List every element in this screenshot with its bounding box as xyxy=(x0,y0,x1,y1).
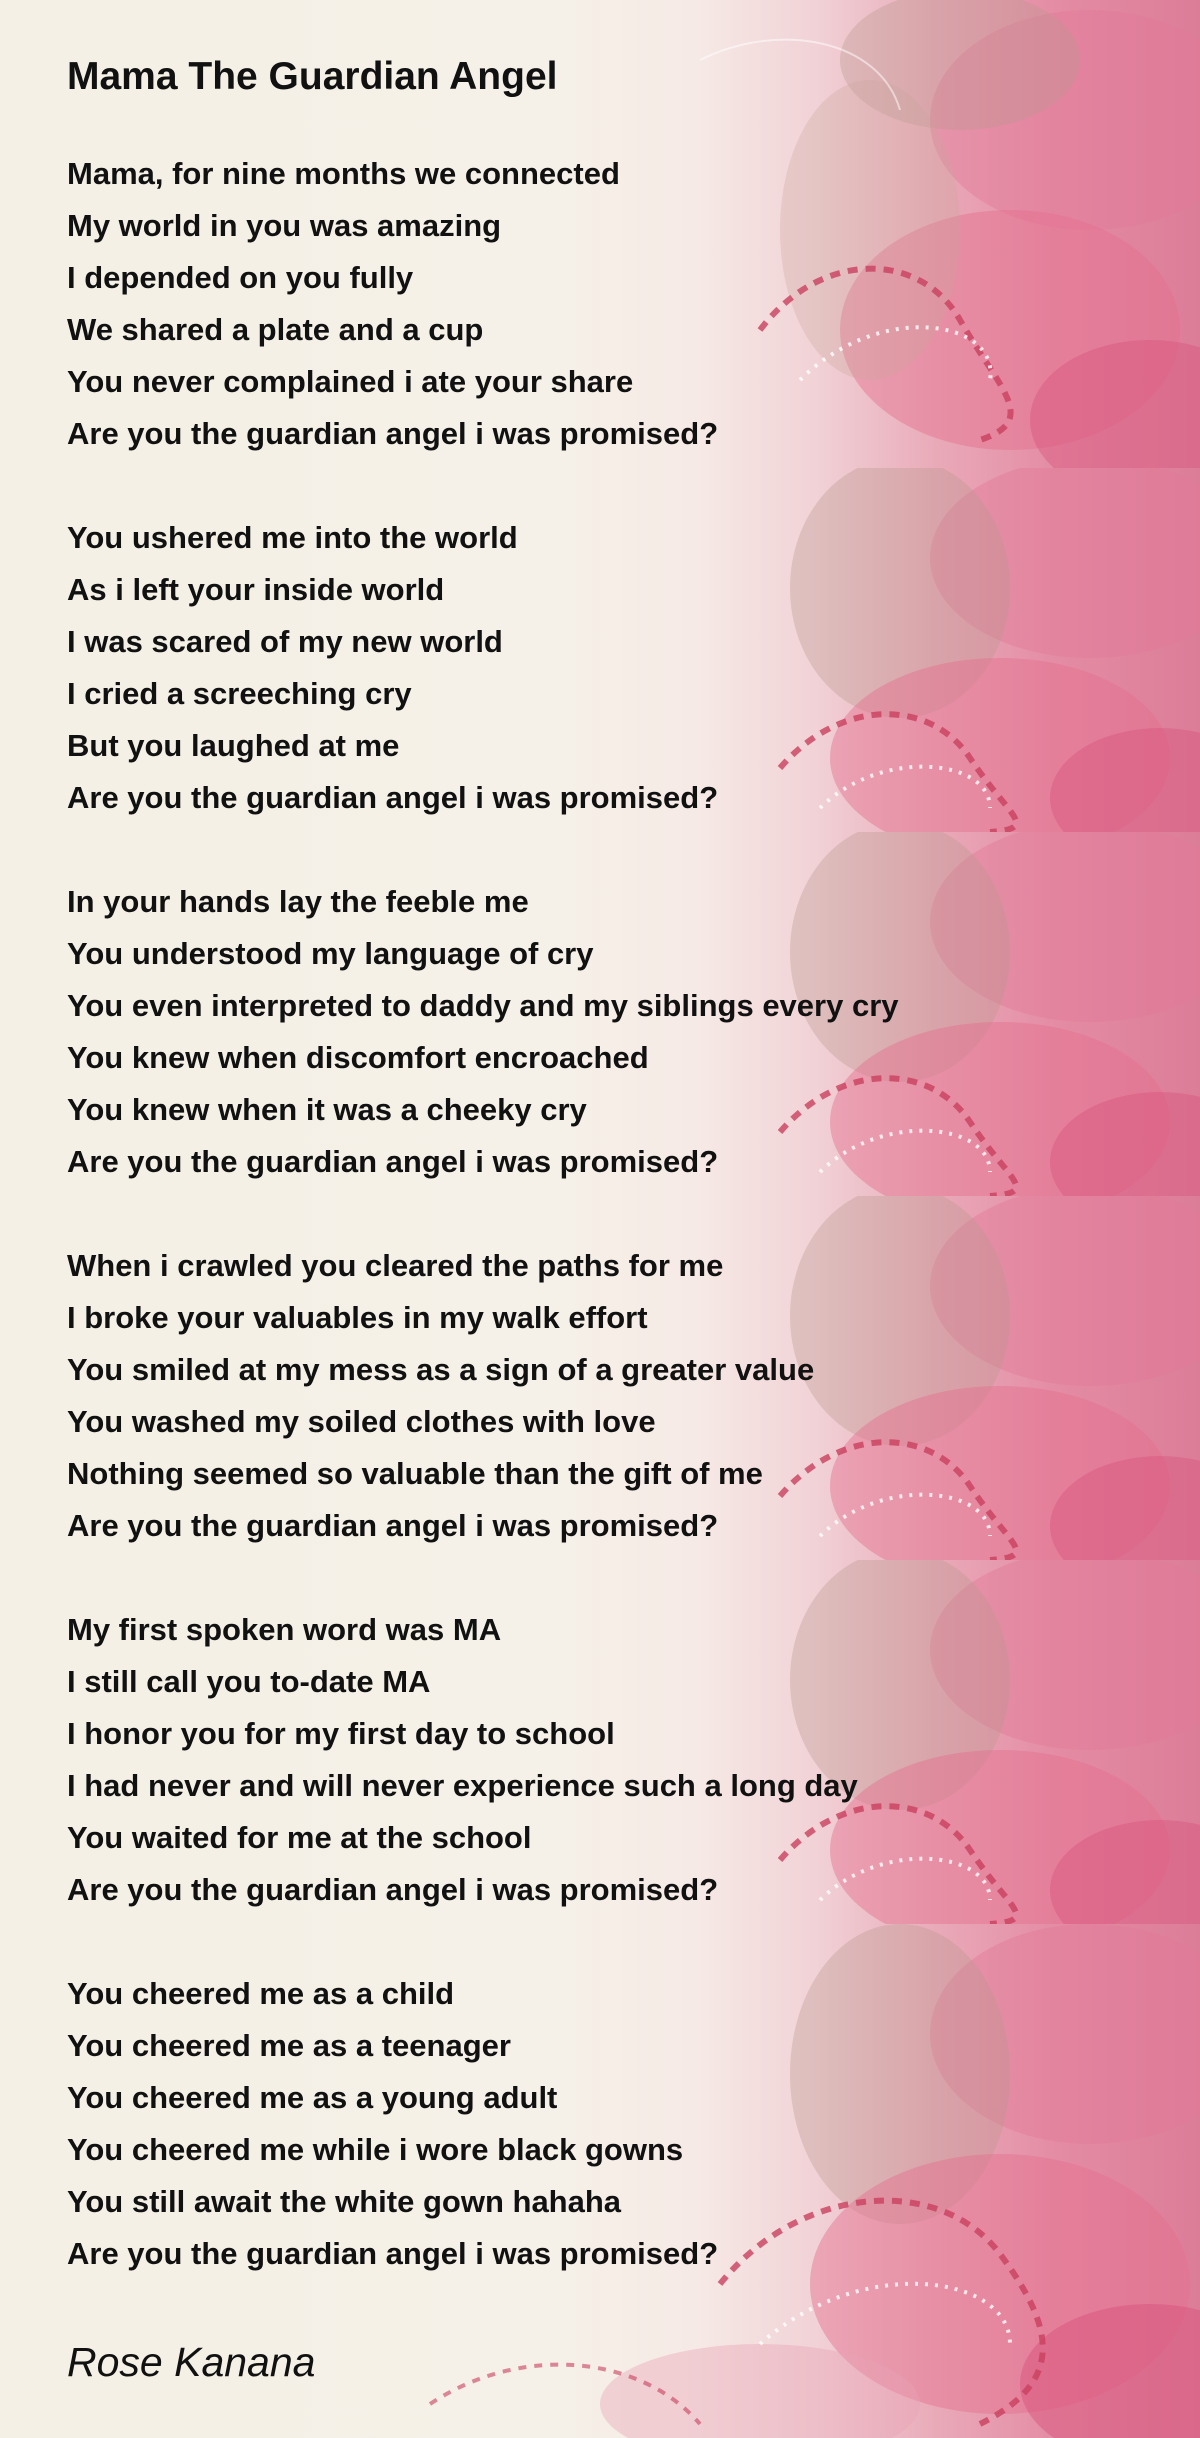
poem-line: I depended on you fully xyxy=(67,260,414,295)
poem-title: Mama The Guardian Angel xyxy=(67,55,558,98)
poem-line: You cheered me while i wore black gowns xyxy=(67,2132,684,2167)
poem-line: Are you the guardian angel i was promised? xyxy=(67,1144,719,1179)
poem-line: I honor you for my first day to school xyxy=(67,1716,615,1751)
poem-line: You never complained i ate your share xyxy=(67,364,634,399)
poem-line: I still call you to-date MA xyxy=(67,1664,431,1699)
stanza xyxy=(67,876,899,1188)
poem-line: Are you the guardian angel i was promised? xyxy=(67,1508,719,1543)
poem-line: You knew when it was a cheeky cry xyxy=(67,1092,587,1127)
poem-line: You cheered me as a teenager xyxy=(67,2028,511,2063)
poem-author: Rose Kanana xyxy=(67,2339,316,2385)
stanza xyxy=(67,1968,718,2280)
poem-line: But you laughed at me xyxy=(67,728,400,763)
poem-line: You washed my soiled clothes with love xyxy=(67,1404,656,1439)
stanza xyxy=(67,1604,858,1916)
poem-line: I was scared of my new world xyxy=(67,624,503,659)
poem-line: Mama, for nine months we connected xyxy=(67,156,620,191)
poem-line: Are you the guardian angel i was promised? xyxy=(67,1872,719,1907)
poem-line: Are you the guardian angel i was promised? xyxy=(67,416,719,451)
stanza xyxy=(67,1240,814,1552)
poem-line: My world in you was amazing xyxy=(67,208,502,243)
poem-line: I had never and will never experience such a long day xyxy=(67,1768,858,1803)
poem-line: Nothing seemed so valuable than the gift of me xyxy=(67,1456,763,1491)
poem-line: You cheered me as a young adult xyxy=(67,2080,558,2115)
poem-line: You smiled at my mess as a sign of a greater value xyxy=(67,1352,815,1387)
poem-line: When i crawled you cleared the paths for me xyxy=(67,1248,724,1283)
poem-line: We shared a plate and a cup xyxy=(67,312,484,347)
poem-line: Are you the guardian angel i was promised? xyxy=(67,2236,719,2271)
poem-line: In your hands lay the feeble me xyxy=(67,884,529,919)
poem-line: You even interpreted to daddy and my siblings every cry xyxy=(67,988,899,1023)
poem-line: I cried a screeching cry xyxy=(67,676,412,711)
poem-line: I broke your valuables in my walk effort xyxy=(67,1300,648,1335)
poem-line: As i left your inside world xyxy=(67,572,445,607)
poem-line: You waited for me at the school xyxy=(67,1820,532,1855)
poem-line: You still await the white gown hahaha xyxy=(67,2184,622,2219)
poem-line: You understood my language of cry xyxy=(67,936,594,971)
poem-line: You cheered me as a child xyxy=(67,1976,455,2011)
poem-line: Are you the guardian angel i was promised? xyxy=(67,780,719,815)
stanza xyxy=(67,512,718,824)
stanza xyxy=(67,148,718,460)
poem-line: You knew when discomfort encroached xyxy=(67,1040,649,1075)
poem-line: My first spoken word was MA xyxy=(67,1612,502,1647)
poem-line: You ushered me into the world xyxy=(67,520,518,555)
